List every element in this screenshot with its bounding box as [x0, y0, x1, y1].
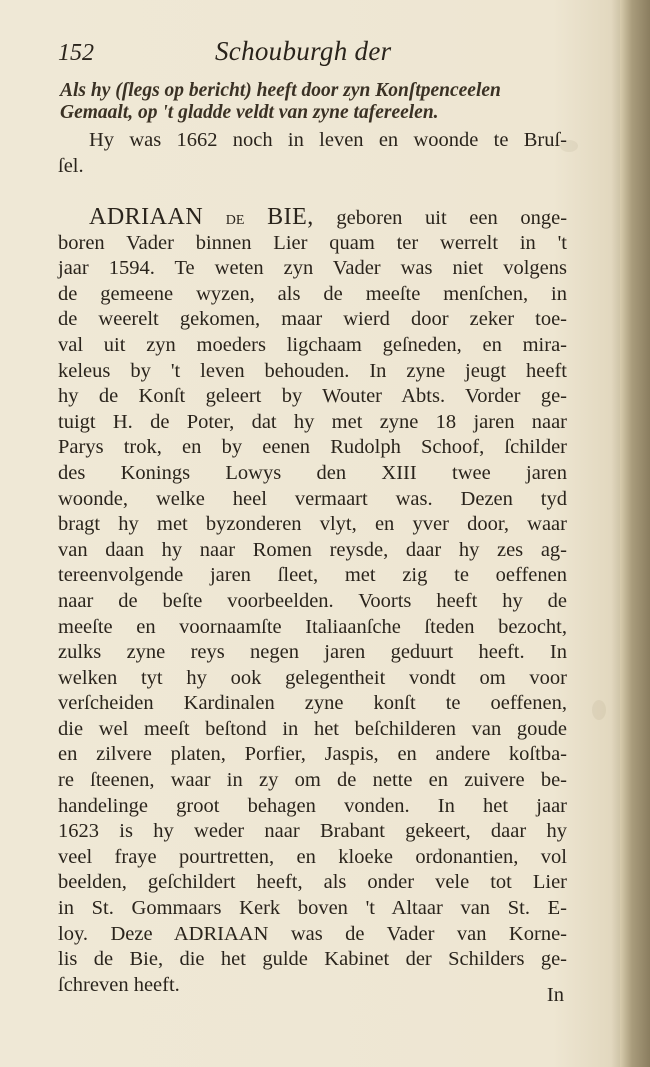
- paragraph-1: [58, 128, 567, 179]
- text-line: lis de Bie, die het gulde Kabinet der Schilders ge-: [58, 948, 567, 971]
- text-line: beelden, geſchildert heeft, als onder vele tot Lier: [58, 871, 567, 894]
- lead-rest: geboren uit een onge-: [336, 207, 568, 229]
- text-line: val uit zyn moeders ligchaam geſneden, en mira-: [58, 333, 567, 356]
- lead-particle: de: [225, 207, 245, 229]
- text-line: meeſte en voornaamſte Italiaanſche ſteden bezocht,: [58, 615, 567, 638]
- text-line: veel fraye pourtretten, en kloeke ordonantien, vol: [58, 845, 567, 868]
- lead-name: ADRIAAN: [89, 204, 204, 230]
- text-line: bragt hy met byzonderen vlyt, en yver door, waar: [58, 513, 567, 536]
- text-line: naar de beſte voorbeelden. Voorts heeft hy de: [58, 589, 567, 612]
- paragraph-2: [58, 205, 567, 998]
- text-line: keleus by 't leven behouden. In zyne jeugt heeft: [58, 359, 567, 382]
- text-line: die wel meeſt beſtond in het beſchilderen van goude: [58, 717, 567, 740]
- paper-stain: [592, 700, 606, 720]
- text-line: jaar 1594. Te weten zyn Vader was niet volgens: [58, 257, 567, 280]
- text-line: 1623 is hy weder naar Brabant gekeert, daar hy: [58, 820, 567, 843]
- text-line: ſchreven heeft.: [58, 973, 180, 996]
- page-header: [58, 36, 578, 70]
- text-line: de weerelt gekomen, maar wierd door zeker toe-: [58, 308, 567, 331]
- text-line: van daan hy naar Romen reysde, daar hy zes ag-: [58, 538, 567, 561]
- text-line: loy. Deze ADRIAAN was de Vader van Korne-: [58, 922, 567, 945]
- paragraph-2-lines: [58, 231, 567, 999]
- page-number: 152: [58, 40, 94, 66]
- text-line: Parys trok, en by eenen Rudolph Schoof, ſchilder: [58, 436, 567, 459]
- text-line: zulks zyne reys negen jaren geduurt heeft. In: [58, 641, 567, 664]
- lead-surname: BIE,: [267, 204, 314, 230]
- book-gutter: [620, 0, 650, 1067]
- text-line: handelinge groot behagen vonden. In het jaar: [58, 794, 567, 817]
- paragraph-lead-line: [58, 205, 567, 231]
- text-line: des Konings Lowys den XIII twee jaren: [58, 461, 567, 484]
- text-line: in St. Gommaars Kerk boven 't Altaar van St. E-: [58, 897, 567, 920]
- text-line: tuigt H. de Poter, dat hy met zyne 18 jaren naar: [58, 410, 567, 433]
- text-line: boren Vader binnen Lier quam ter werrelt in 't: [58, 231, 567, 254]
- text-line: welken tyt hy ook gelegentheit vondt om voor: [58, 666, 567, 689]
- running-head: Schouburgh der: [215, 36, 392, 66]
- text-line: Hy was 1662 noch in leven en woonde te Bruſ-: [89, 129, 567, 151]
- text-line: re ſteenen, waar in zy om de nette en zuivere be-: [58, 769, 567, 792]
- verse-line-2: Gemaalt, op 't gladde veldt van zyne tafereelen.: [60, 102, 439, 123]
- text-line: woonde, welke heel vermaart was. Dezen tyd: [58, 487, 567, 510]
- catchword: In: [546, 984, 564, 1006]
- text-line: tereenvolgende jaren ſleet, met zig te oeffenen: [58, 564, 567, 587]
- text-line: en zilvere platen, Porfier, Jaspis, en andere koſtba-: [58, 743, 567, 766]
- text-line: verſcheiden Kardinalen zyne konſt te oeffenen,: [58, 692, 567, 715]
- text-line: de gemeene wyzen, als de meeſte menſchen, in: [58, 282, 567, 305]
- text-line: ſel.: [58, 154, 84, 177]
- text-line: hy de Konſt geleert by Wouter Abts. Vorder ge-: [58, 385, 567, 408]
- verse-line-1: Als hy (ſlegs op bericht) heeft door zyn Konſtpenceelen: [60, 80, 501, 101]
